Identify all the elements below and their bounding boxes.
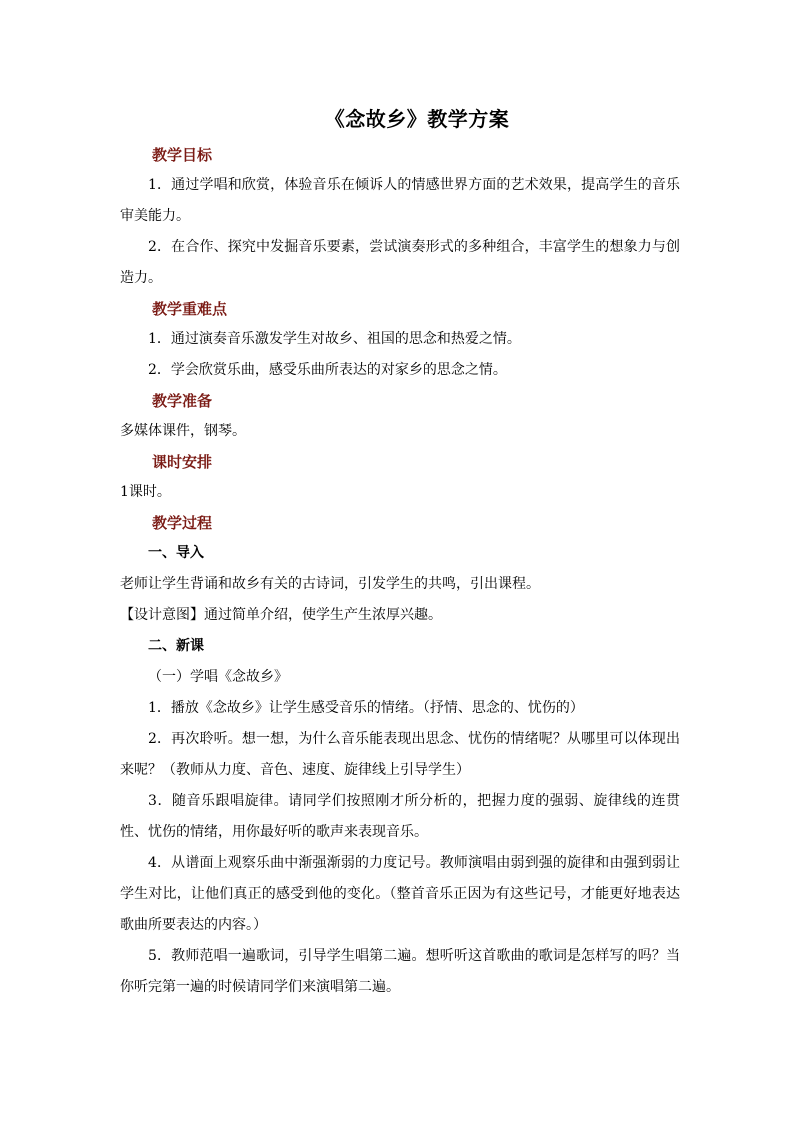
section-heading-keypoints: 教学重难点 — [152, 300, 228, 318]
process-subheading-new: 二、新课 — [148, 638, 204, 654]
step-paragraph-5: 5．教师范唱一遍歌词，引导学生唱第二遍。想听听这首歌曲的歌词是怎样写的吗？当你听完第一遍的时候请同学们来演唱第二遍。 — [120, 948, 680, 995]
page-title: 《念故乡》教学方案 — [324, 107, 510, 131]
keypoint-paragraph-2: 2．学会欣赏乐曲，感受乐曲所表达的对家乡的思念之情。 — [148, 362, 507, 378]
objective-paragraph-1: 1．通过学唱和欣赏，体验音乐在倾诉人的情感世界方面的艺术效果，提高学生的音乐审美能力。 — [120, 177, 680, 224]
document-body — [120, 140, 680, 1003]
keypoint-paragraph-1: 1．通过演奏音乐激发学生对故乡、祖国的思念和热爱之情。 — [148, 331, 521, 347]
step-paragraph-2: 2．再次聆听。想一想，为什么音乐能表现出思念、忧伤的情绪呢？从哪里可以体现出来呢？（教师从力度、音色、速度、旋律线上引导学生） — [120, 731, 680, 778]
process-subheading-intro: 一、导入 — [148, 545, 204, 561]
new-lesson-subtitle: （一）学唱《念故乡》 — [148, 669, 288, 685]
step-paragraph-4: 4．从谱面上观察乐曲中渐强渐弱的力度记号。教师演唱由弱到强的旋律和由强到弱让学生对比，让他们真正的感受到他的变化。（整首音乐正因为有这些记号，才能更好地表达歌曲所要表达的内容。） — [120, 855, 680, 933]
preparation-paragraph: 多媒体课件，钢琴。 — [120, 423, 246, 439]
section-heading-process: 教学过程 — [152, 514, 213, 532]
section-heading-objectives: 教学目标 — [152, 146, 213, 164]
intro-paragraph-2: 【设计意图】通过简单介绍，使学生产生浓厚兴趣。 — [120, 607, 442, 623]
objective-paragraph-2: 2．在合作、探究中发掘音乐要素，尝试演奏形式的多种组合，丰富学生的想象力与创造力。 — [120, 239, 680, 286]
section-heading-schedule: 课时安排 — [152, 453, 213, 471]
intro-paragraph-1: 老师让学生背诵和故乡有关的古诗词，引发学生的共鸣，引出课程。 — [120, 576, 540, 592]
step-paragraph-3: 3．随音乐跟唱旋律。请同学们按照刚才所分析的，把握力度的强弱、旋律线的连贯性、忧伤的情绪，用你最好听的歌声来表现音乐。 — [120, 793, 680, 840]
step-paragraph-1: 1．播放《念故乡》让学生感受音乐的情绪。（抒情、思念的、忧伤的） — [148, 700, 584, 716]
schedule-paragraph: 1课时。 — [120, 484, 171, 500]
section-heading-preparation: 教学准备 — [152, 392, 213, 410]
